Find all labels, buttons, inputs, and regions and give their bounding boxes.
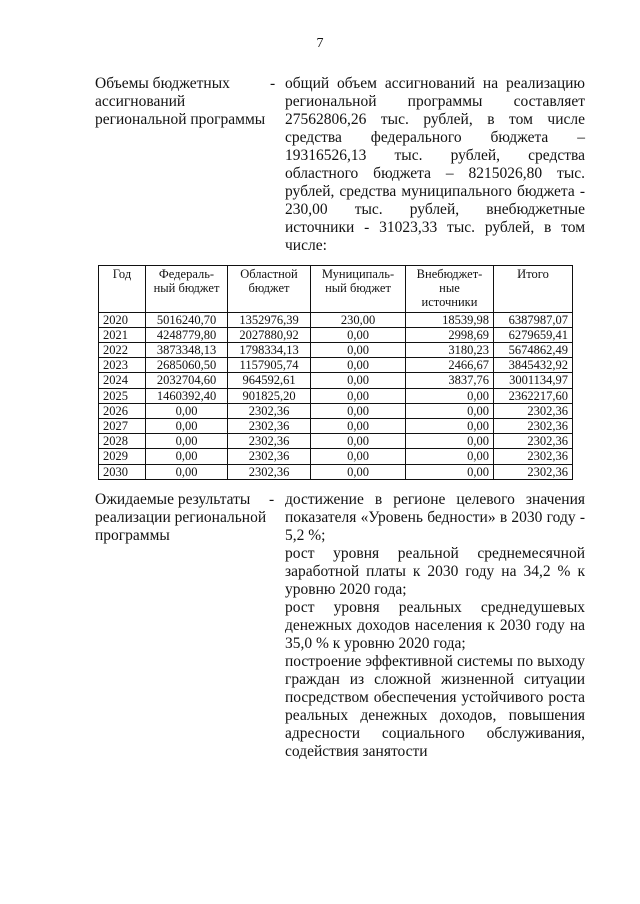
cell-federal: 0,00 — [146, 403, 228, 418]
cell-year: 2029 — [99, 449, 146, 464]
table-row — [99, 388, 573, 403]
cell-extra: 0,00 — [406, 434, 494, 449]
cell-municipal: 0,00 — [311, 343, 406, 358]
cell-federal: 0,00 — [146, 449, 228, 464]
cell-municipal: 0,00 — [311, 419, 406, 434]
result-item: достижение в регионе целевого значения показателя «Уровень бедности» в 2030 году - 5,2 %; — [285, 491, 585, 544]
result-item: рост уровня реальных среднедушевых денежных доходов населения к 2030 году на 35,0 % к уровню 2020 года; — [285, 599, 585, 652]
cell-municipal: 0,00 — [311, 358, 406, 373]
table-row — [99, 464, 573, 479]
cell-total: 2362217,60 — [494, 388, 573, 403]
cell-extra: 2998,69 — [406, 327, 494, 342]
table-row — [99, 449, 573, 464]
cell-extra: 2466,67 — [406, 358, 494, 373]
cell-federal: 5016240,70 — [146, 312, 228, 327]
cell-year: 2025 — [99, 388, 146, 403]
cell-year: 2023 — [99, 358, 146, 373]
cell-extra: 0,00 — [406, 464, 494, 479]
cell-municipal: 0,00 — [311, 434, 406, 449]
cell-total: 2302,36 — [494, 464, 573, 479]
result-item: рост уровня реальной среднемесячной заработной платы к 2030 году на 34,2 % к уровню 2020 года; — [285, 545, 585, 598]
header-year: Год — [99, 266, 146, 313]
table-row — [99, 434, 573, 449]
cell-extra: 0,00 — [406, 388, 494, 403]
cell-federal: 1460392,40 — [146, 388, 228, 403]
header-federal: Федераль-ный бюджет — [146, 266, 228, 313]
page-number: 7 — [316, 36, 324, 51]
table-row — [99, 343, 573, 358]
cell-total: 2302,36 — [494, 419, 573, 434]
table-row — [99, 373, 573, 388]
cell-total: 6387987,07 — [494, 312, 573, 327]
cell-municipal: 0,00 — [311, 449, 406, 464]
cell-federal: 2685060,50 — [146, 358, 228, 373]
cell-total: 3001134,97 — [494, 373, 573, 388]
results-section-text — [285, 491, 585, 761]
cell-total: 5674862,49 — [494, 343, 573, 358]
table-row — [99, 403, 573, 418]
cell-regional: 2027880,92 — [228, 327, 311, 342]
cell-total: 2302,36 — [494, 403, 573, 418]
cell-regional: 1798334,13 — [228, 343, 311, 358]
cell-regional: 2302,36 — [228, 434, 311, 449]
cell-extra: 3837,76 — [406, 373, 494, 388]
budget-section-text — [285, 75, 585, 255]
cell-regional: 2302,36 — [228, 403, 311, 418]
cell-regional: 1157905,74 — [228, 358, 311, 373]
cell-federal: 0,00 — [146, 419, 228, 434]
cell-regional: 2302,36 — [228, 449, 311, 464]
table-header-row — [99, 266, 573, 313]
cell-year: 2021 — [99, 327, 146, 342]
header-municipal: Муниципаль-ный бюджет — [311, 266, 406, 313]
cell-year: 2027 — [99, 419, 146, 434]
cell-extra: 0,00 — [406, 419, 494, 434]
table-row — [99, 358, 573, 373]
cell-extra: 18539,98 — [406, 312, 494, 327]
cell-municipal: 0,00 — [311, 403, 406, 418]
result-item: построение эффективной системы по выходу граждан из сложной жизненной ситуации посредством обеспечения устойчивого роста реальных денежных доходов, повышения адресности социального обслуживания, содействия занятости — [285, 653, 585, 760]
cell-federal: 0,00 — [146, 464, 228, 479]
cell-municipal: 0,00 — [311, 388, 406, 403]
table-row — [99, 327, 573, 342]
table-row — [99, 312, 573, 327]
header-regional: Областной бюджет — [228, 266, 311, 313]
cell-municipal: 0,00 — [311, 327, 406, 342]
cell-total: 3845432,92 — [494, 358, 573, 373]
cell-year: 2024 — [99, 373, 146, 388]
cell-year: 2020 — [99, 312, 146, 327]
cell-total: 2302,36 — [494, 434, 573, 449]
cell-federal: 3873348,13 — [146, 343, 228, 358]
cell-regional: 964592,61 — [228, 373, 311, 388]
cell-extra: 0,00 — [406, 449, 494, 464]
budget-description-end: числе: — [285, 237, 327, 254]
cell-year: 2030 — [99, 464, 146, 479]
results-section-label: Ожидаемые результаты реализации региональной программы — [95, 491, 267, 544]
cell-federal: 4248779,80 — [146, 327, 228, 342]
cell-extra: 0,00 — [406, 403, 494, 418]
budget-section-label: Объемы бюджетных ассигнований региональной программы — [95, 75, 266, 128]
cell-year: 2026 — [99, 403, 146, 418]
budget-description: общий объем ассигнований на реализацию региональной программы составляет 27562806,26 тыс. рублей, в том числе средства федерального бюджета – 19316526,13 тыс. рублей, средства областного бюджета – 8215026,80 тыс. рублей, средства муниципального бюджета - 230,00 тыс. рублей, внебюджетные источники - 31023,33 тыс. рублей, в том — [285, 75, 585, 236]
cell-year: 2028 — [99, 434, 146, 449]
cell-total: 6279659,41 — [494, 327, 573, 342]
cell-municipal: 0,00 — [311, 373, 406, 388]
cell-federal: 2032704,60 — [146, 373, 228, 388]
results-section-dash: - — [269, 491, 275, 508]
cell-regional: 1352976,39 — [228, 312, 311, 327]
cell-municipal: 230,00 — [311, 312, 406, 327]
table-row — [99, 419, 573, 434]
budget-section-dash: - — [270, 75, 276, 92]
cell-municipal: 0,00 — [311, 464, 406, 479]
header-total: Итого — [494, 266, 573, 313]
cell-extra: 3180,23 — [406, 343, 494, 358]
cell-total: 2302,36 — [494, 449, 573, 464]
cell-regional: 2302,36 — [228, 464, 311, 479]
cell-year: 2022 — [99, 343, 146, 358]
header-extra: Внебюджет-ные источники — [406, 266, 494, 313]
cell-federal: 0,00 — [146, 434, 228, 449]
cell-regional: 2302,36 — [228, 419, 311, 434]
cell-regional: 901825,20 — [228, 388, 311, 403]
budget-table — [98, 265, 573, 480]
